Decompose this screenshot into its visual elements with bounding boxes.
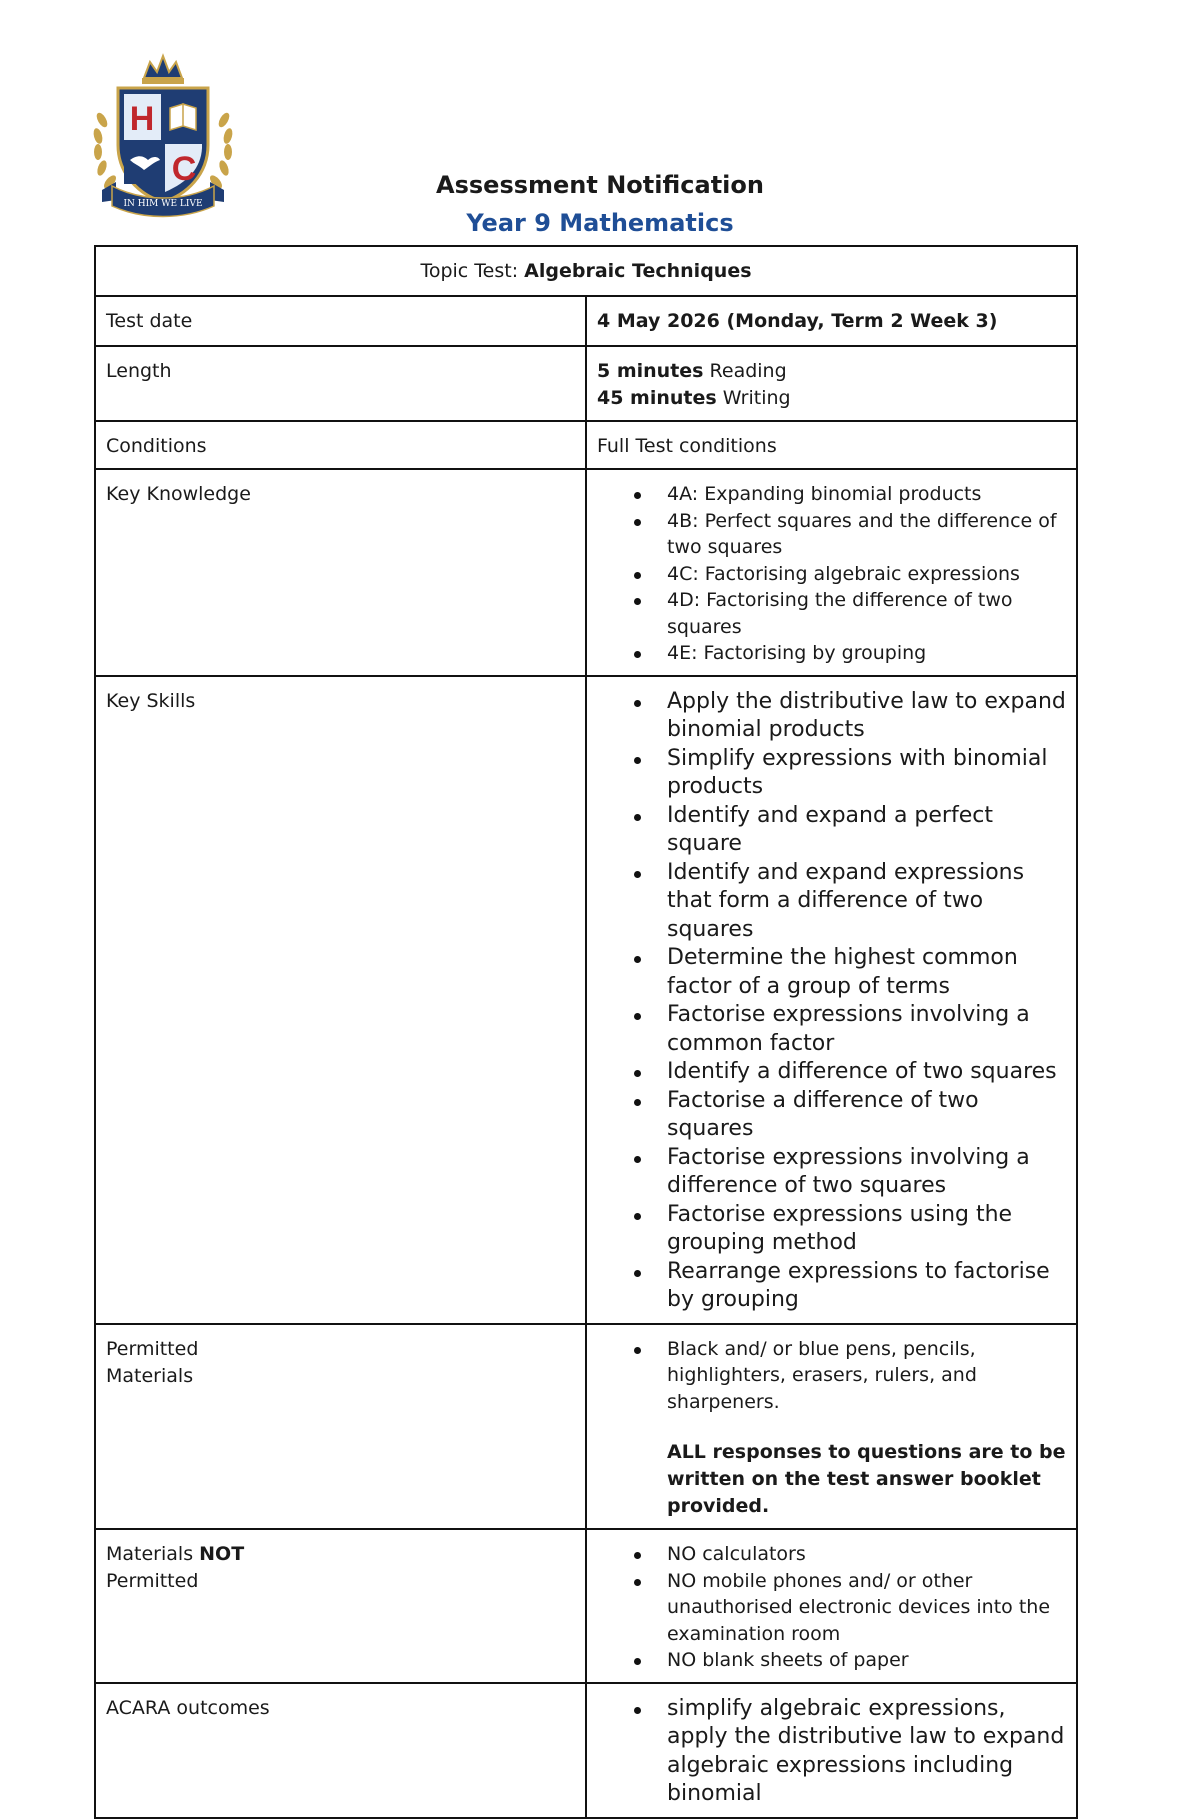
key-knowledge-value	[586, 469, 1077, 676]
key-skills-label: Key Skills	[95, 676, 586, 1324]
permitted-materials-value	[586, 1324, 1077, 1530]
acara-outcomes-value	[586, 1683, 1077, 1818]
list-item: Simplify expressions with binomial products	[597, 745, 1066, 802]
reading-time: 5 minutes Reading	[597, 360, 787, 382]
acara-outcomes-label: ACARA outcomes	[95, 1683, 586, 1818]
list-item: Determine the highest common factor of a group of terms	[597, 944, 1066, 1001]
list-item: Black and/ or blue pens, pencils, highlighters, erasers, rulers, and sharpeners.	[597, 1336, 1066, 1416]
permitted-materials-list	[597, 1336, 1066, 1416]
conditions-value: Full Test conditions	[586, 421, 1077, 469]
acara-outcomes-list	[597, 1695, 1066, 1809]
list-item: Factorise expressions involving a difference of two squares	[597, 1144, 1066, 1201]
svg-text:C: C	[171, 150, 197, 188]
key-knowledge-row	[95, 469, 1077, 676]
topic-row	[95, 246, 1077, 296]
permitted-materials-label: Permitted Materials	[95, 1324, 586, 1530]
assessment-details-table	[94, 245, 1078, 1819]
list-item: 4B: Perfect squares and the difference of two squares	[597, 508, 1066, 561]
list-item: Factorise expressions involving a common factor	[597, 1001, 1066, 1058]
list-item: 4C: Factorising algebraic expressions	[597, 561, 1066, 588]
test-date-value: 4 May 2026 (Monday, Term 2 Week 3)	[586, 296, 1077, 346]
list-item: 4D: Factorising the difference of two squares	[597, 587, 1066, 640]
list-item: Factorise a difference of two squares	[597, 1087, 1066, 1144]
list-item: 4A: Expanding binomial products	[597, 481, 1066, 508]
key-skills-value	[586, 676, 1077, 1324]
acara-outcomes-row	[95, 1683, 1077, 1818]
permitted-materials-row	[95, 1324, 1077, 1530]
topic-prefix: Topic Test:	[420, 260, 519, 282]
list-item: Rearrange expressions to factorise by grouping	[597, 1258, 1066, 1315]
conditions-label: Conditions	[95, 421, 586, 469]
list-item: Factorise expressions using the grouping method	[597, 1201, 1066, 1258]
list-item: Identify and expand expressions that form a difference of two squares	[597, 859, 1066, 945]
list-item: 4E: Factorising by grouping	[597, 640, 1066, 667]
list-item: Identify a difference of two squares	[597, 1058, 1066, 1087]
length-value	[586, 346, 1077, 421]
length-label: Length	[95, 346, 586, 421]
list-item: simplify algebraic expressions, apply the distributive law to expand algebraic expressions including binomial	[597, 1695, 1066, 1809]
materials-not-permitted-list	[597, 1541, 1066, 1674]
list-item: NO blank sheets of paper	[597, 1647, 1066, 1674]
key-skills-list	[597, 688, 1066, 1315]
list-item: Apply the distributive law to expand binomial products	[597, 688, 1066, 745]
key-skills-row	[95, 676, 1077, 1324]
list-item: NO mobile phones and/ or other unauthorised electronic devices into the examination room	[597, 1568, 1066, 1648]
list-item: Identify and expand a perfect square	[597, 802, 1066, 859]
list-item: NO calculators	[597, 1541, 1066, 1568]
svg-text:IN HIM WE LIVE: IN HIM WE LIVE	[123, 199, 203, 209]
materials-not-permitted-row	[95, 1529, 1077, 1683]
conditions-row	[95, 421, 1077, 469]
key-knowledge-list	[597, 481, 1066, 667]
test-date-row	[95, 296, 1077, 346]
response-note: ALL responses to questions are to be written on the test answer booklet provided.	[667, 1441, 1066, 1517]
document-subtitle: Year 9 Mathematics	[466, 209, 734, 237]
topic-cell	[95, 246, 1077, 296]
topic-name: Algebraic Techniques	[524, 260, 752, 282]
document-title: Assessment Notification	[436, 171, 764, 199]
svg-text:H: H	[129, 100, 155, 138]
test-date-label: Test date	[95, 296, 586, 346]
length-row	[95, 346, 1077, 421]
materials-not-permitted-label: Materials NOT Permitted	[95, 1529, 586, 1683]
materials-not-permitted-value	[586, 1529, 1077, 1683]
key-knowledge-label: Key Knowledge	[95, 469, 586, 676]
writing-time: 45 minutes Writing	[597, 387, 791, 409]
